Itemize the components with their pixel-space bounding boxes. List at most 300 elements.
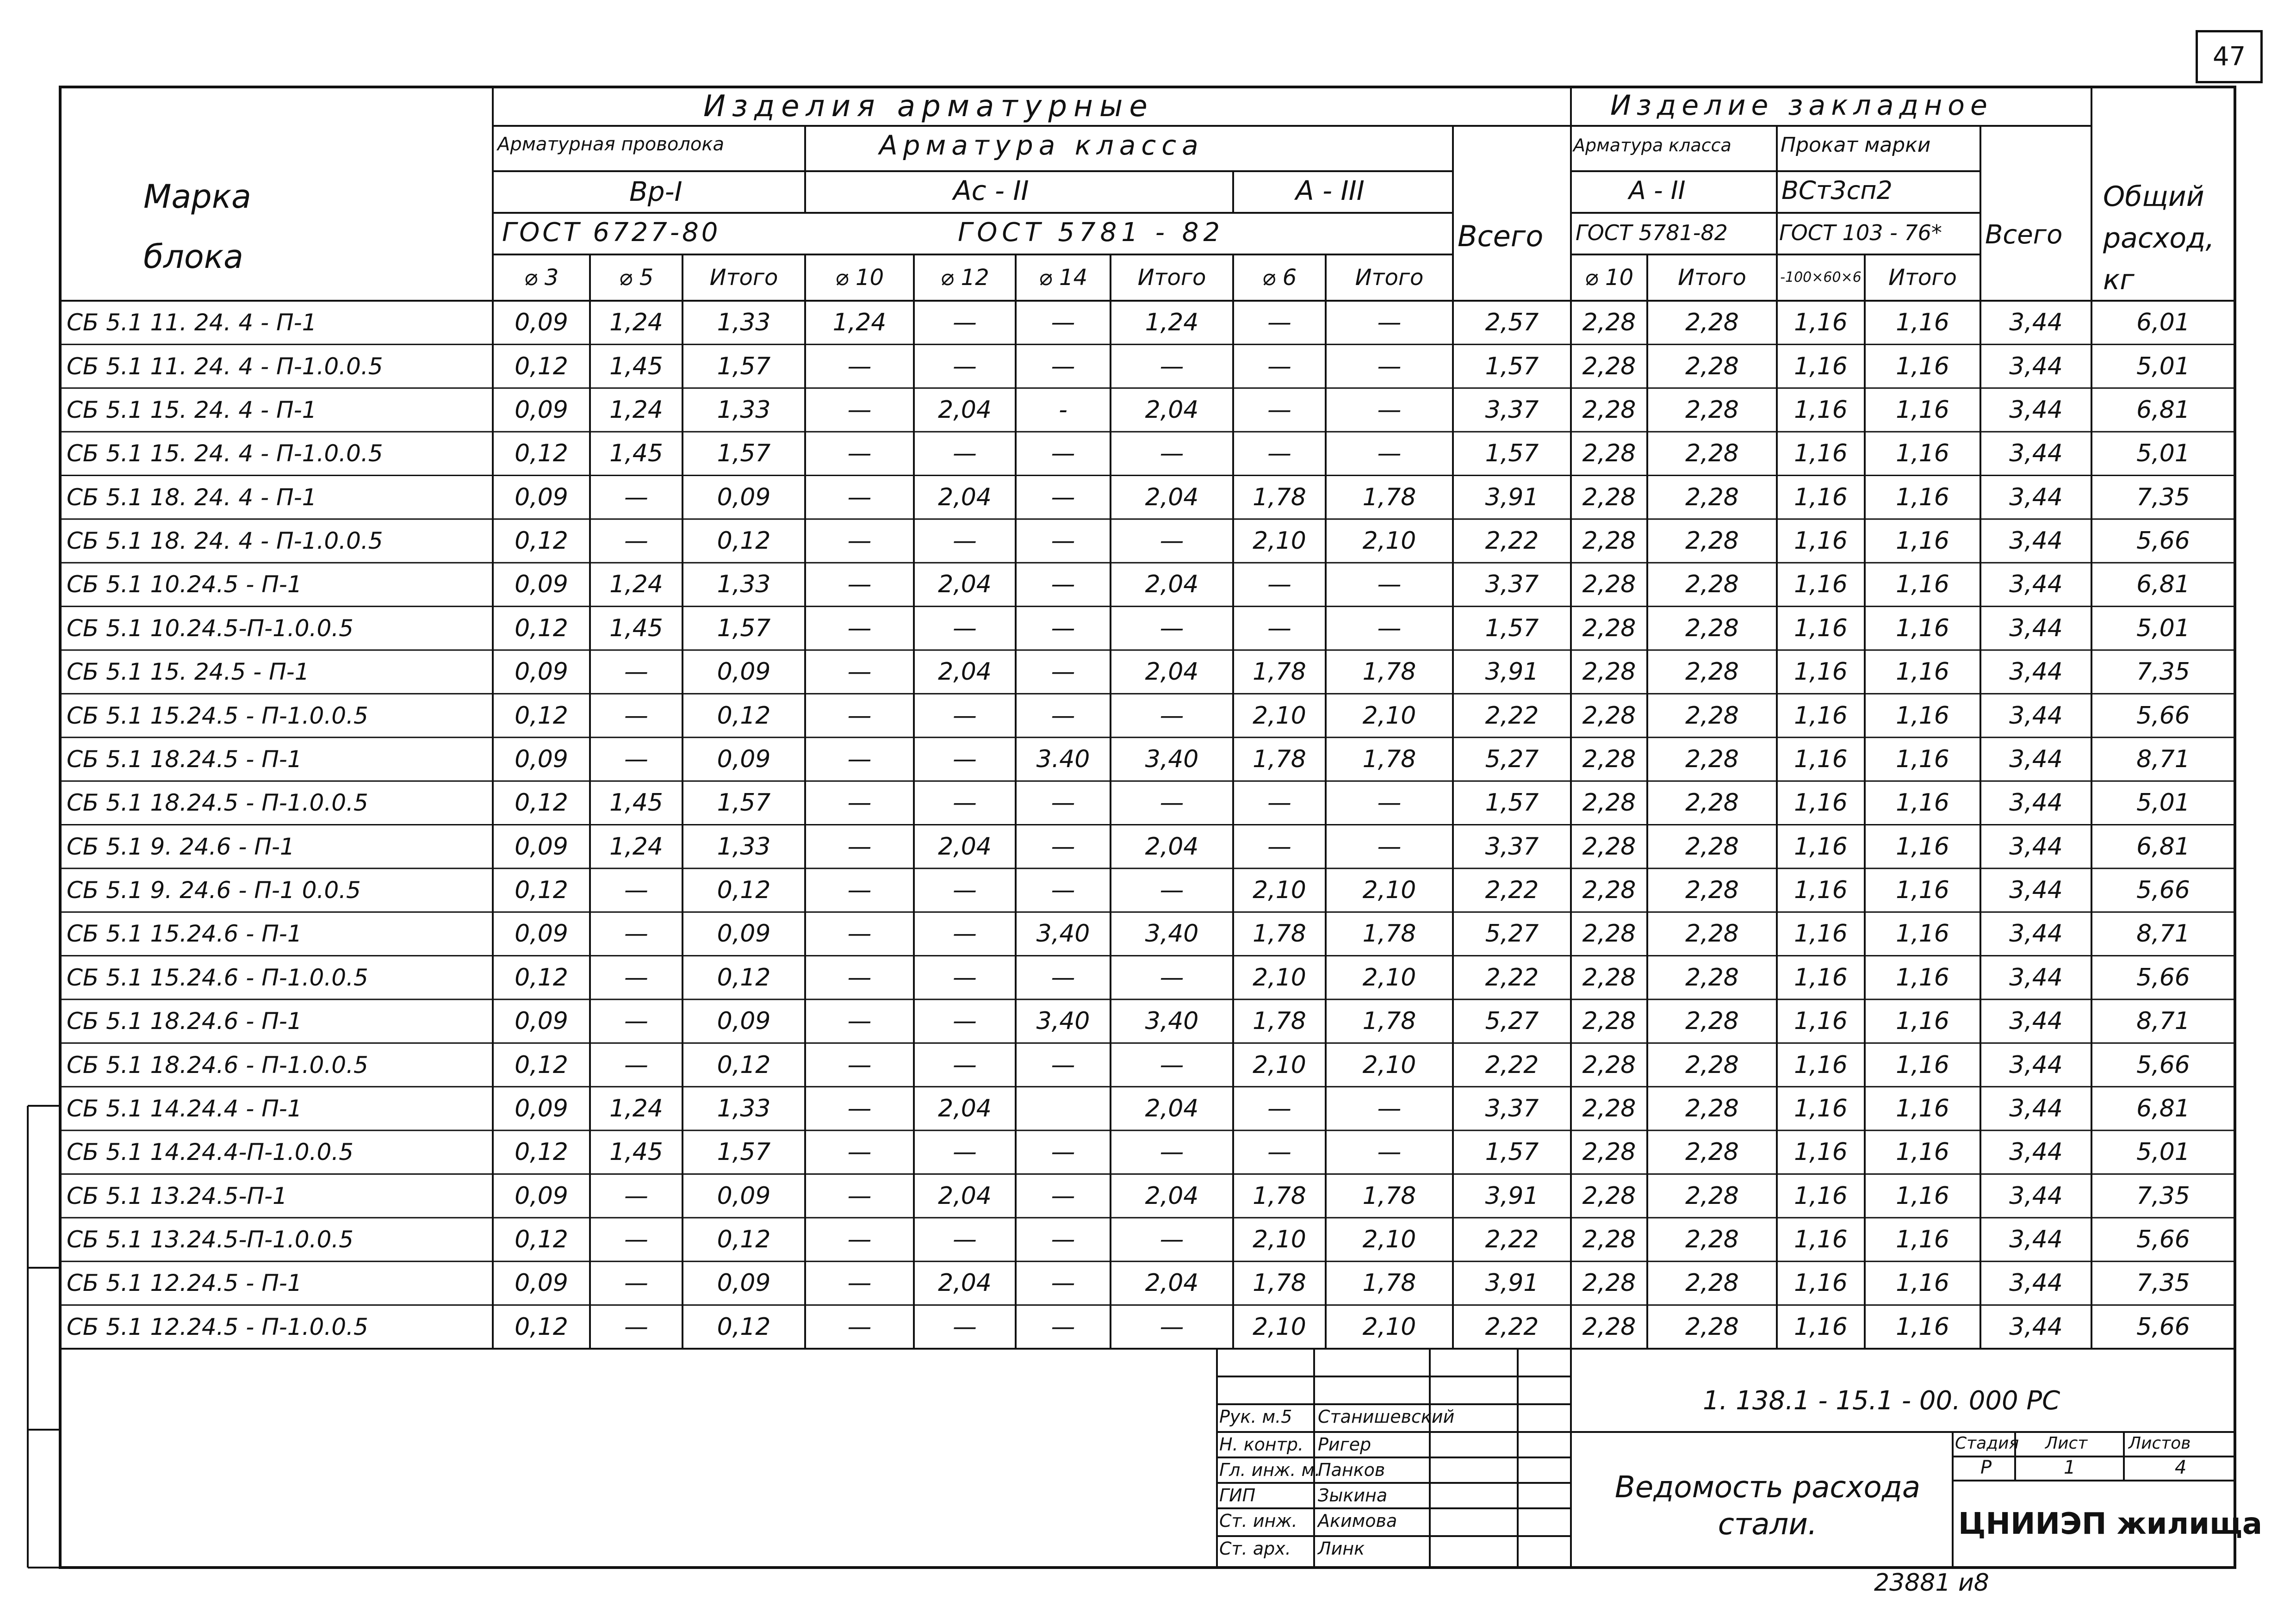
table-cell: 2,28 (1685, 701, 1739, 730)
stamp-role: Ст. арх. (1219, 1538, 1291, 1559)
table-cell: — (847, 1007, 872, 1035)
table-cell: 1,33 (717, 396, 771, 424)
table-cell: 1,57 (717, 1138, 771, 1166)
table-cell: 2,22 (1485, 876, 1539, 905)
row-brand: СБ 5.1 18.24.6 - П-1 (67, 1008, 302, 1035)
table-cell: 3,44 (2009, 701, 2063, 730)
table-cell: 5,66 (2136, 1313, 2190, 1341)
table-cell: 2,10 (1362, 527, 1416, 555)
subheader-4: ⌀ 12 (940, 265, 989, 291)
table-cell: 1,78 (1362, 745, 1416, 773)
table-cell: 5,01 (2136, 1138, 2190, 1166)
table-cell: 7,35 (2136, 483, 2190, 511)
table-cell: 1,16 (1794, 1269, 1848, 1297)
table-cell: 0,09 (515, 309, 568, 337)
table-cell: 0,12 (515, 352, 568, 380)
table-cell: 0,09 (717, 745, 771, 773)
row-brand: СБ 5.1 12.24.5 - П-1 (67, 1270, 302, 1297)
table-cell: 1,16 (1896, 1226, 1949, 1254)
table-cell: 2,10 (1362, 1313, 1416, 1341)
subheader-11: -100×60×6 (1780, 269, 1862, 285)
table-cell: 2,28 (1582, 832, 1636, 861)
table-cell: — (624, 1226, 648, 1254)
table-cell: — (953, 745, 977, 773)
header-overall: Общий расход, кг (2103, 180, 2215, 296)
table-cell: 1,16 (1794, 701, 1848, 730)
table-cell: 3,44 (2009, 1138, 2063, 1166)
table-cell: — (847, 1051, 872, 1079)
table-cell: — (953, 876, 977, 905)
table-cell: 5,01 (2136, 789, 2190, 817)
table-cell: 8,71 (2136, 1007, 2190, 1035)
table-cell: — (1160, 1051, 1184, 1079)
table-cell: — (624, 1051, 648, 1079)
table-cell: 5,66 (2136, 876, 2190, 905)
subheader-5: ⌀ 14 (1038, 265, 1088, 291)
table-cell: — (624, 745, 648, 773)
table-cell: 2,04 (938, 1094, 992, 1122)
table-cell: 1,57 (717, 789, 771, 817)
table-cell: 1,78 (1362, 1007, 1416, 1035)
table-cell: — (847, 440, 872, 468)
header-emb-gost1: ГОСТ 5781-82 (1576, 220, 1728, 245)
table-cell: — (953, 1226, 977, 1254)
table-cell: — (1051, 876, 1075, 905)
table-cell: — (624, 527, 648, 555)
table-cell: — (847, 527, 872, 555)
table-cell: 1,78 (1362, 1269, 1416, 1297)
table-cell: 3,44 (2009, 352, 2063, 380)
header-wire: Арматурная проволока (497, 134, 725, 155)
table-cell: — (624, 658, 648, 686)
table-cell: 1,16 (1896, 1313, 1949, 1341)
table-cell: 2,28 (1582, 614, 1636, 642)
table-cell: 2,04 (938, 396, 992, 424)
table-cell: 1,57 (1485, 440, 1539, 468)
subheader-3: ⌀ 10 (835, 265, 884, 291)
table-cell: 1,78 (1253, 745, 1306, 773)
table-cell: — (847, 483, 872, 511)
table-cell: 1,16 (1794, 1313, 1848, 1341)
footer-number: 23881 и8 (1874, 1569, 1989, 1597)
table-cell: 2,28 (1582, 963, 1636, 992)
table-cell: 2,28 (1685, 396, 1739, 424)
table-cell: 3,44 (2009, 745, 2063, 773)
table-cell: 3,44 (2009, 1051, 2063, 1079)
table-cell: 1,16 (1896, 527, 1949, 555)
subheader-6: Итого (1137, 265, 1206, 291)
table-cell: — (847, 832, 872, 861)
table-cell: — (1051, 309, 1075, 337)
row-brand: СБ 5.1 15.24.5 - П-1.0.0.5 (67, 702, 368, 729)
table-cell: 1,16 (1896, 701, 1949, 730)
row-brand: СБ 5.1 9. 24.6 - П-1 0.0.5 (67, 877, 361, 904)
table-cell: — (624, 1007, 648, 1035)
table-cell: 2,28 (1685, 789, 1739, 817)
header-embedded-group: Изделие закладное (1610, 89, 1993, 122)
table-cell: 0,09 (515, 570, 568, 599)
table-cell: 2,10 (1362, 1226, 1416, 1254)
table-cell: 1,16 (1896, 352, 1949, 380)
table-cell: 1,16 (1794, 1007, 1848, 1035)
table-cell: - (1059, 396, 1067, 424)
table-cell: 0,09 (717, 1007, 771, 1035)
table-cell: — (847, 1094, 872, 1122)
table-cell: — (847, 701, 872, 730)
table-cell: — (1267, 832, 1291, 861)
table-cell: 2,04 (1145, 658, 1199, 686)
table-cell: 1,24 (1145, 309, 1199, 337)
table-cell: 1,16 (1794, 1226, 1848, 1254)
table-cell: 2,10 (1362, 701, 1416, 730)
table-cell: 7,35 (2136, 1269, 2190, 1297)
table-cell: 2,04 (938, 1182, 992, 1210)
header-emb-steel: ВСт3сп2 (1781, 176, 1893, 205)
table-cell: 2,22 (1485, 1313, 1539, 1341)
table-cell: 1,16 (1896, 309, 1949, 337)
table-cell: — (847, 396, 872, 424)
table-cell: — (847, 876, 872, 905)
table-cell: 2,04 (1145, 1094, 1199, 1122)
sheets-label: Листов (2128, 1434, 2191, 1453)
table-cell: 0,12 (717, 1226, 771, 1254)
table-cell: — (1051, 658, 1075, 686)
table-cell: 3,37 (1485, 570, 1539, 599)
doc-code: 1. 138.1 - 15.1 - 00. 000 РС (1703, 1386, 2060, 1416)
row-brand: СБ 5.1 11. 24. 4 - П-1 (67, 309, 317, 336)
table-cell: 2,28 (1685, 483, 1739, 511)
table-cell: — (847, 1182, 872, 1210)
table-cell: 1,57 (1485, 614, 1539, 642)
table-cell: 3,37 (1485, 1094, 1539, 1122)
table-cell: 2,28 (1685, 1313, 1739, 1341)
subheader-9: ⌀ 10 (1584, 265, 1634, 291)
table-cell: — (1051, 1051, 1075, 1079)
header-emb-total: Всего (1985, 220, 2063, 250)
row-brand: СБ 5.1 15. 24.5 - П-1 (67, 658, 310, 686)
table-cell: 1,78 (1253, 1182, 1306, 1210)
table-cell: — (847, 745, 872, 773)
table-cell: — (953, 527, 977, 555)
row-brand: СБ 5.1 12.24.5 - П-1.0.0.5 (67, 1313, 368, 1340)
table-cell: 3,44 (2009, 440, 2063, 468)
row-brand: СБ 5.1 14.24.4-П-1.0.0.5 (67, 1139, 354, 1166)
table-cell: 2,04 (938, 1269, 992, 1297)
table-cell: 8,71 (2136, 745, 2190, 773)
subheader-12: Итого (1888, 265, 1957, 291)
table-cell: 0,09 (717, 1269, 771, 1297)
row-brand: СБ 5.1 9. 24.6 - П-1 (67, 833, 295, 860)
table-cell: 2,28 (1685, 920, 1739, 948)
table-cell: 0,12 (717, 527, 771, 555)
header-gost-rebar: ГОСТ 5781 - 82 (958, 217, 1224, 248)
table-cell: 2,10 (1253, 1226, 1306, 1254)
table-cell: 3,40 (1145, 745, 1199, 773)
table-cell: 0,09 (515, 1182, 568, 1210)
table-cell: 1,16 (1896, 876, 1949, 905)
table-cell: 1,16 (1896, 963, 1949, 992)
table-cell: 2,28 (1582, 658, 1636, 686)
table-cell: — (953, 789, 977, 817)
table-cell: 0,12 (515, 876, 568, 905)
table-cell: 6,81 (2136, 570, 2190, 599)
table-cell: 2,28 (1685, 832, 1739, 861)
stamp-role: Н. контр. (1219, 1434, 1304, 1455)
table-cell: 1,24 (609, 832, 663, 861)
table-cell: — (1051, 701, 1075, 730)
table-cell: 0,12 (515, 1313, 568, 1341)
table-cell: 1,16 (1794, 309, 1848, 337)
stamp-name: Зыкина (1318, 1485, 1388, 1506)
table-cell: 1,45 (609, 614, 663, 642)
table-cell: 1,16 (1794, 832, 1848, 861)
table-cell: 2,28 (1685, 1182, 1739, 1210)
table-cell: 2,28 (1685, 352, 1739, 380)
table-cell: — (1377, 789, 1402, 817)
table-cell: 0,12 (515, 440, 568, 468)
table-cell: 2,28 (1582, 309, 1636, 337)
table-cell: 0,12 (515, 701, 568, 730)
table-cell: 2,04 (1145, 483, 1199, 511)
table-cell: — (624, 876, 648, 905)
table-cell: — (847, 1138, 872, 1166)
table-cell: 2,10 (1362, 963, 1416, 992)
table-cell: 1,78 (1253, 483, 1306, 511)
table-cell: 1,78 (1362, 920, 1416, 948)
table-cell: — (1377, 440, 1402, 468)
table-cell: — (1160, 527, 1184, 555)
table-cell: 1,24 (609, 570, 663, 599)
table-cell: 2,28 (1582, 1313, 1636, 1341)
row-brand: СБ 5.1 10.24.5 - П-1 (67, 571, 302, 598)
table-cell: 1,16 (1896, 1007, 1949, 1035)
table-cell: — (1051, 614, 1075, 642)
table-cell: 0,12 (515, 789, 568, 817)
table-cell: 2,10 (1253, 1313, 1306, 1341)
header-emb-gost2: ГОСТ 103 - 76* (1779, 220, 1942, 245)
table-cell: 1,16 (1896, 1094, 1949, 1122)
table-cell: 2,04 (938, 832, 992, 861)
header-reinforcement-group: Изделия арматурные (703, 89, 1154, 124)
table-cell: 1,16 (1794, 440, 1848, 468)
table-cell: 3,44 (2009, 1007, 2063, 1035)
table-cell: 2,28 (1685, 963, 1739, 992)
table-cell: 1,45 (609, 789, 663, 817)
table-cell: 1,57 (1485, 1138, 1539, 1166)
table-cell: 2,28 (1582, 527, 1636, 555)
table-cell: 2,22 (1485, 701, 1539, 730)
table-cell: — (1267, 614, 1291, 642)
table-cell: 0,09 (515, 832, 568, 861)
row-brand: СБ 5.1 13.24.5-П-1 (67, 1182, 287, 1209)
row-brand: СБ 5.1 15.24.6 - П-1 (67, 920, 302, 948)
header-rebar: Арматура класса (879, 130, 1204, 161)
table-cell: 2,28 (1685, 440, 1739, 468)
table-cell: 1,24 (609, 1094, 663, 1122)
table-cell: — (1051, 1269, 1075, 1297)
table-cell: 0,09 (515, 483, 568, 511)
table-cell: 7,35 (2136, 1182, 2190, 1210)
stamp-name: Акимова (1318, 1511, 1397, 1531)
table-cell: — (953, 440, 977, 468)
stamp-name: Станишевский (1318, 1407, 1455, 1427)
table-cell: 1,78 (1253, 1269, 1306, 1297)
table-cell: 1,33 (717, 570, 771, 599)
table-cell: 3,40 (1036, 1007, 1090, 1035)
table-cell: — (847, 1226, 872, 1254)
table-cell: — (1267, 789, 1291, 817)
table-cell: 1,16 (1896, 658, 1949, 686)
stage-label: Стадия (1955, 1434, 2019, 1453)
table-cell: 0,09 (717, 920, 771, 948)
table-cell: 5,01 (2136, 440, 2190, 468)
header-emb-rolled: Прокат марки (1781, 133, 1931, 157)
table-cell: 2,28 (1685, 309, 1739, 337)
table-cell: 2,28 (1685, 876, 1739, 905)
table-cell: 1,16 (1794, 789, 1848, 817)
table-cell: 1,78 (1362, 483, 1416, 511)
table-cell: 1,57 (717, 440, 771, 468)
page-number: 47 (2213, 42, 2246, 72)
table-cell: 3,91 (1485, 1182, 1539, 1210)
table-cell: — (953, 309, 977, 337)
table-cell: — (847, 1313, 872, 1341)
table-cell: 2,28 (1582, 352, 1636, 380)
table-cell: 0,12 (717, 1313, 771, 1341)
table-cell: 1,78 (1253, 658, 1306, 686)
table-cell: 1,16 (1896, 1182, 1949, 1210)
table-cell: 1,16 (1794, 1182, 1848, 1210)
table-cell: 1,16 (1794, 920, 1848, 948)
stamp-role: Ст. инж. (1219, 1511, 1297, 1531)
table-cell: — (953, 963, 977, 992)
row-brand: СБ 5.1 14.24.4 - П-1 (67, 1095, 302, 1122)
sheet-value: 1 (2064, 1457, 2076, 1478)
table-cell: — (1267, 309, 1291, 337)
table-cell: 2,22 (1485, 963, 1539, 992)
table-cell: 0,12 (515, 614, 568, 642)
table-cell: — (1267, 352, 1291, 380)
table-cell: 2,10 (1253, 876, 1306, 905)
table-cell: 2,28 (1685, 1051, 1739, 1079)
table-cell: 2,10 (1253, 1051, 1306, 1079)
table-cell: 6,01 (2136, 309, 2190, 337)
table-cell: 2,28 (1685, 1138, 1739, 1166)
row-brand: СБ 5.1 15.24.6 - П-1.0.0.5 (67, 964, 368, 991)
table-cell: 5,66 (2136, 527, 2190, 555)
table-cell: 6,81 (2136, 832, 2190, 861)
table-cell: 1,16 (1896, 1051, 1949, 1079)
table-cell: 1,16 (1794, 1094, 1848, 1122)
table-cell: 1,16 (1794, 1051, 1848, 1079)
sheet-label: Лист (2045, 1434, 2088, 1453)
table-cell: 1,16 (1896, 789, 1949, 817)
table-cell: 0,09 (515, 920, 568, 948)
table-cell: 1,16 (1896, 920, 1949, 948)
table-cell: 1,16 (1794, 527, 1848, 555)
table-cell: — (953, 1313, 977, 1341)
table-cell: 2,28 (1685, 1269, 1739, 1297)
table-cell: — (1051, 963, 1075, 992)
table-cell: 2,28 (1582, 1051, 1636, 1079)
table-cell: — (953, 614, 977, 642)
row-brand: СБ 5.1 18. 24. 4 - П-1 (67, 483, 317, 511)
table-cell: 2,10 (1253, 963, 1306, 992)
row-brand: СБ 5.1 10.24.5-П-1.0.0.5 (67, 614, 354, 642)
table-cell: 3,44 (2009, 614, 2063, 642)
doc-title: Ведомость расхода стали. (1614, 1470, 1921, 1542)
table-cell: — (1160, 614, 1184, 642)
table-cell: — (1051, 440, 1075, 468)
table-cell: 1,16 (1794, 1138, 1848, 1166)
table-cell: 1,16 (1794, 570, 1848, 599)
table-cell: 1,33 (717, 1094, 771, 1122)
table-cell: — (1267, 1094, 1291, 1122)
table-cell: 0,12 (717, 963, 771, 992)
stamp-name: Ригер (1318, 1434, 1371, 1455)
table-cell: 2,28 (1685, 1007, 1739, 1035)
row-brand: СБ 5.1 18.24.6 - П-1.0.0.5 (67, 1051, 368, 1079)
table-cell: 1,16 (1896, 440, 1949, 468)
table-cell: 2,28 (1582, 920, 1636, 948)
table-cell: 0,12 (717, 1051, 771, 1079)
table-cell: 3,91 (1485, 1269, 1539, 1297)
table-cell: — (1160, 1313, 1184, 1341)
table-cell: 2,10 (1362, 1051, 1416, 1079)
table-cell: — (1377, 1138, 1402, 1166)
header-vr: Вр-I (629, 176, 683, 207)
table-cell: — (1051, 570, 1075, 599)
table-cell: 1,57 (1485, 789, 1539, 817)
table-cell: — (953, 920, 977, 948)
table-cell: 0,09 (515, 745, 568, 773)
table-cell: 2,28 (1582, 396, 1636, 424)
table-cell: — (847, 920, 872, 948)
table-cell: 1,57 (1485, 352, 1539, 380)
table-cell: 3,44 (2009, 832, 2063, 861)
table-cell: 3,40 (1145, 1007, 1199, 1035)
table-cell: — (1377, 1094, 1402, 1122)
table-cell: — (847, 789, 872, 817)
subheader-0: ⌀ 3 (524, 265, 559, 291)
table-cell: 2,28 (1582, 1007, 1636, 1035)
table-cell: 2,28 (1582, 1226, 1636, 1254)
table-cell: 0,09 (717, 1182, 771, 1210)
table-cell: — (624, 1269, 648, 1297)
table-cell: — (1160, 440, 1184, 468)
table-cell: 1,16 (1896, 570, 1949, 599)
table-cell: 0,09 (515, 1007, 568, 1035)
table-cell: — (1267, 570, 1291, 599)
table-cell: 2,28 (1582, 440, 1636, 468)
table-cell: 3,44 (2009, 1226, 2063, 1254)
subheader-8: Итого (1355, 265, 1424, 291)
table-cell: 1,78 (1362, 658, 1416, 686)
stamp-role: Рук. м.5 (1219, 1407, 1292, 1427)
subheader-7: ⌀ 6 (1262, 265, 1297, 291)
table-cell: 1,16 (1896, 832, 1949, 861)
table-cell: 3,44 (2009, 876, 2063, 905)
table-cell: — (1051, 1313, 1075, 1341)
table-cell: 3,44 (2009, 396, 2063, 424)
table-cell: 1,16 (1794, 658, 1848, 686)
table-cell: 3,44 (2009, 1094, 2063, 1122)
table-cell: 2,28 (1685, 614, 1739, 642)
table-cell: 5,01 (2136, 614, 2190, 642)
table-cell: 1,45 (609, 352, 663, 380)
table-cell: 2,10 (1253, 527, 1306, 555)
table-cell: 1,24 (609, 396, 663, 424)
